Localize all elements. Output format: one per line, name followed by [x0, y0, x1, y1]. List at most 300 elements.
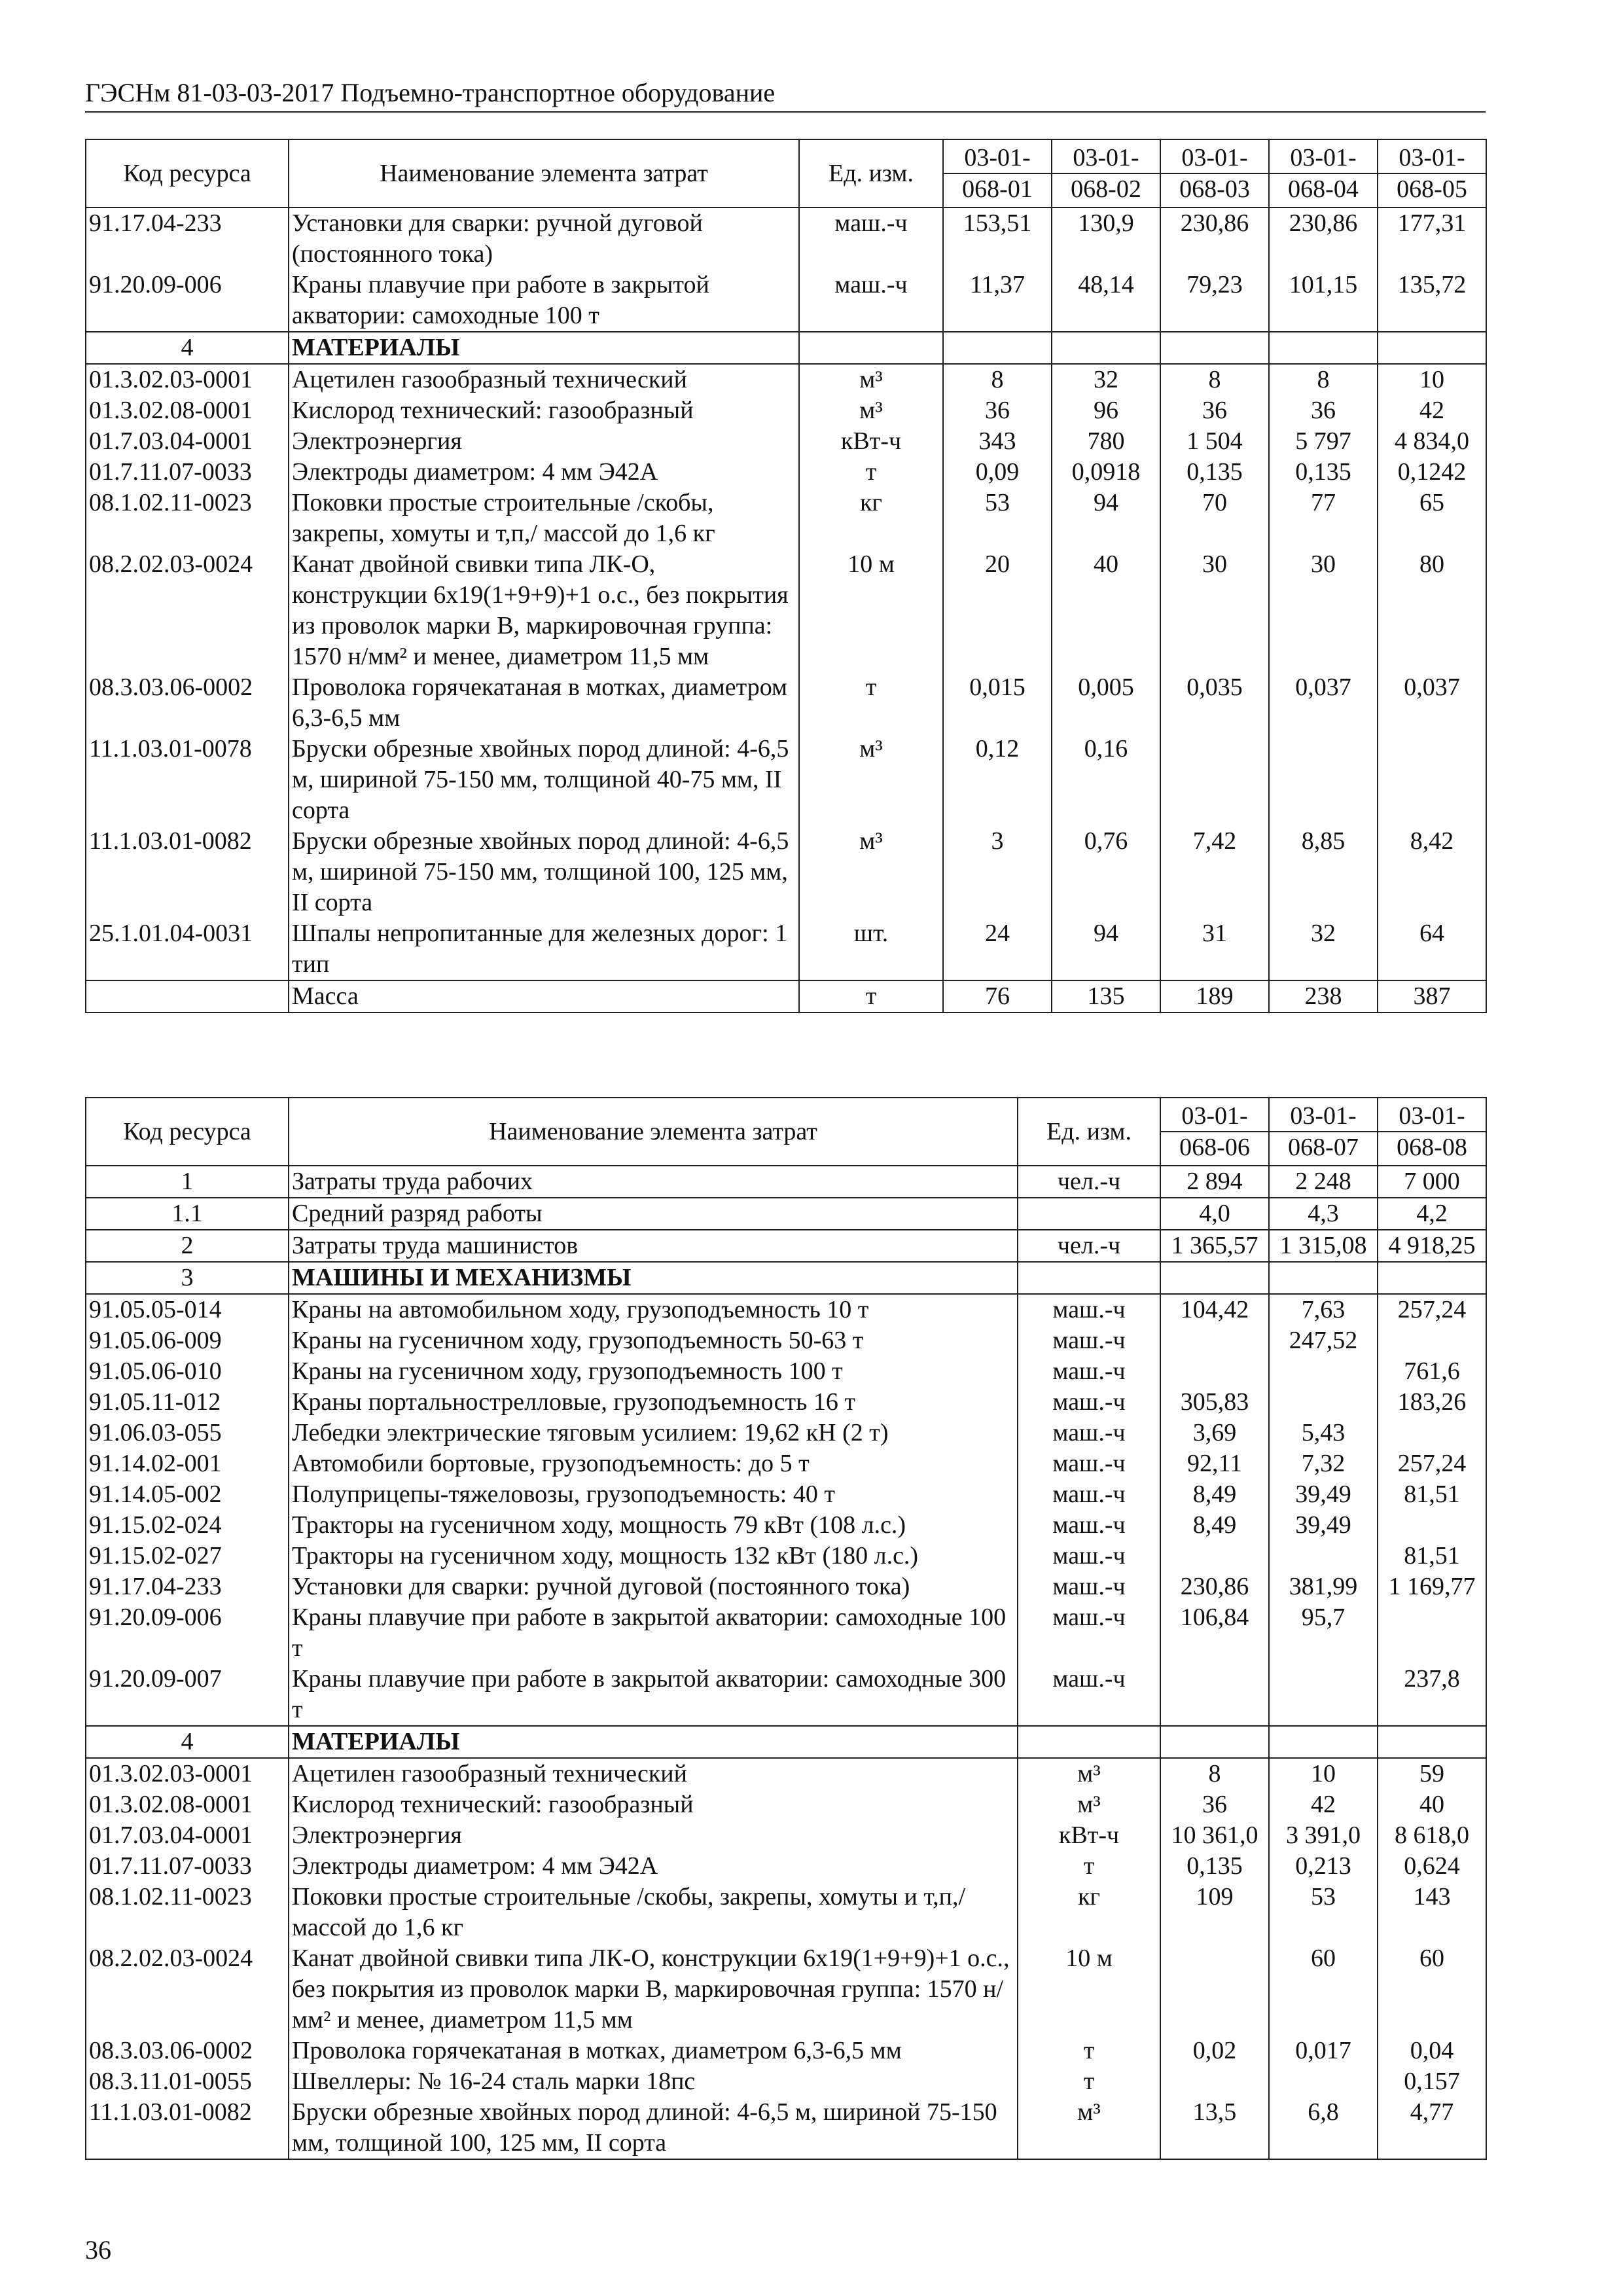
table-row [86, 549, 1486, 672]
cell-unit: кВт-ч [799, 426, 943, 457]
cell-value: 1 169,77 [1378, 1571, 1486, 1602]
table-row [86, 1726, 1486, 1758]
cell-unit: маш.-ч [1018, 1541, 1160, 1571]
cell-value: 5,43 [1269, 1418, 1378, 1448]
cell-value: 101,15 [1269, 270, 1378, 332]
table-row [86, 426, 1486, 457]
cell-value [1269, 332, 1378, 364]
cell-resource-code: 08.1.02.11-0023 [86, 488, 289, 549]
table-row [86, 1479, 1486, 1510]
cell-element-name: МАТЕРИАЛЫ [289, 332, 799, 364]
cell-value [1160, 1541, 1269, 1571]
cell-value: 177,31 [1378, 207, 1486, 270]
cell-value: 70 [1160, 488, 1269, 549]
table-row [86, 1418, 1486, 1448]
table-row [86, 2036, 1486, 2066]
table-header-row [86, 139, 1486, 207]
cell-unit: кВт-ч [1018, 1820, 1160, 1851]
header-unit: Ед. изм. [1018, 1098, 1160, 1166]
cell-value: 36 [943, 395, 1052, 426]
cell-element-name: Ацетилен газообразный технический [289, 1758, 1018, 1789]
cell-unit: маш.-ч [1018, 1571, 1160, 1602]
cell-value: 4,77 [1378, 2097, 1486, 2159]
cell-value: 7,63 [1269, 1294, 1378, 1325]
table-row [86, 734, 1486, 826]
cell-resource-code: 4 [86, 1726, 289, 1758]
cell-element-name: Установки для сварки: ручной дуговой (постоянного тока) [289, 207, 799, 270]
table-row [86, 1294, 1486, 1325]
cell-value: 8 [943, 364, 1052, 395]
table-row [86, 980, 1486, 1013]
cell-value: 8 [1269, 364, 1378, 395]
cell-element-name: Бруски обрезные хвойных пород длиной: 4-6,5 м, шириной 75-150 мм, толщиной 40-75 мм, II сорта [289, 734, 799, 826]
cell-resource-code: 91.15.02-024 [86, 1510, 289, 1541]
cell-unit: маш.-ч [1018, 1418, 1160, 1448]
cell-value: 8,49 [1160, 1510, 1269, 1541]
cell-value: 53 [943, 488, 1052, 549]
table-row [86, 2066, 1486, 2097]
header-col-3: 03-01- 068-03 [1160, 139, 1269, 207]
cell-value: 92,11 [1160, 1448, 1269, 1479]
cell-unit: маш.-ч [1018, 1664, 1160, 1726]
cell-element-name: Бруски обрезные хвойных пород длиной: 4-6,5 м, шириной 75-150 мм, толщиной 100, 125 мм, II сорта [289, 826, 799, 918]
cell-resource-code: 91.05.11-012 [86, 1387, 289, 1418]
cell-unit [1018, 1198, 1160, 1230]
header-code: Код ресурса [86, 139, 289, 207]
cell-resource-code: 08.1.02.11-0023 [86, 1882, 289, 1943]
cell-element-name: Краны плавучие при работе в закрытой акватории: самоходные 300 т [289, 1664, 1018, 1726]
cell-element-name: МАТЕРИАЛЫ [289, 1726, 1018, 1758]
cell-value: 40 [1052, 549, 1160, 672]
running-header: ГЭСНм 81-03-03-2017 Подъемно-транспортное оборудование [85, 77, 1486, 113]
cell-unit: м³ [1018, 1758, 1160, 1789]
cell-value: 3,69 [1160, 1418, 1269, 1448]
table-row [86, 1882, 1486, 1943]
cell-value: 238 [1269, 980, 1378, 1013]
cell-value [1378, 1510, 1486, 1541]
cell-value: 0,037 [1269, 672, 1378, 734]
header-code: Код ресурса [86, 1098, 289, 1166]
header-unit: Ед. изм. [799, 139, 943, 207]
cell-value: 3 391,0 [1269, 1820, 1378, 1851]
cell-unit: 10 м [799, 549, 943, 672]
cell-resource-code: 91.17.04-233 [86, 207, 289, 270]
cell-resource-code: 91.20.09-006 [86, 1602, 289, 1664]
page-number: 36 [85, 2235, 111, 2265]
table-row [86, 672, 1486, 734]
cell-value: 36 [1269, 395, 1378, 426]
table-2-body [86, 1166, 1486, 2159]
cell-unit: маш.-ч [1018, 1479, 1160, 1510]
cell-value: 257,24 [1378, 1294, 1486, 1325]
cell-value: 237,8 [1378, 1664, 1486, 1726]
cell-value [1269, 1664, 1378, 1726]
cell-value: 0,135 [1269, 457, 1378, 488]
cell-value [1160, 734, 1269, 826]
cell-value [1378, 1262, 1486, 1294]
cell-value: 42 [1269, 1789, 1378, 1820]
table-row [86, 1448, 1486, 1479]
cell-value: 81,51 [1378, 1479, 1486, 1510]
table-row [86, 2097, 1486, 2159]
header-col-2: 03-01- 068-02 [1052, 139, 1160, 207]
cell-unit: маш.-ч [1018, 1387, 1160, 1418]
table-row [86, 1943, 1486, 2036]
cell-value: 780 [1052, 426, 1160, 457]
table-row [86, 1789, 1486, 1820]
resource-table-2 [85, 1097, 1487, 2160]
header-name: Наименование элемента затрат [289, 139, 799, 207]
cell-resource-code: 11.1.03.01-0082 [86, 826, 289, 918]
cell-value [1160, 1262, 1269, 1294]
cell-value: 0,015 [943, 672, 1052, 734]
cell-value: 30 [1160, 549, 1269, 672]
cell-unit: маш.-ч [799, 207, 943, 270]
cell-element-name: Затраты труда машинистов [289, 1230, 1018, 1262]
cell-value: 31 [1160, 918, 1269, 980]
cell-value: 7 000 [1378, 1166, 1486, 1198]
table-1-body [86, 207, 1486, 1013]
cell-value: 0,035 [1160, 672, 1269, 734]
cell-value: 230,86 [1269, 207, 1378, 270]
cell-resource-code: 08.2.02.03-0024 [86, 1943, 289, 2036]
cell-value [1160, 1356, 1269, 1387]
cell-unit: т [799, 672, 943, 734]
cell-value [1269, 1356, 1378, 1387]
cell-value: 0,02 [1160, 2036, 1269, 2066]
cell-value: 2 248 [1269, 1166, 1378, 1198]
table-row [86, 1198, 1486, 1230]
cell-value: 305,83 [1160, 1387, 1269, 1418]
cell-value: 80 [1378, 549, 1486, 672]
cell-value: 4,0 [1160, 1198, 1269, 1230]
cell-value [1160, 1726, 1269, 1758]
cell-value: 76 [943, 980, 1052, 1013]
cell-unit: чел.-ч [1018, 1230, 1160, 1262]
cell-value: 0,12 [943, 734, 1052, 826]
table-row [86, 364, 1486, 395]
cell-value: 130,9 [1052, 207, 1160, 270]
cell-element-name: Кислород технический: газообразный [289, 395, 799, 426]
cell-value: 94 [1052, 488, 1160, 549]
cell-value [1269, 1541, 1378, 1571]
table-row [86, 1664, 1486, 1726]
cell-value: 42 [1378, 395, 1486, 426]
cell-value [1160, 1943, 1269, 2036]
cell-resource-code: 01.7.03.04-0001 [86, 426, 289, 457]
cell-value: 95,7 [1269, 1602, 1378, 1664]
cell-value [1269, 1726, 1378, 1758]
cell-value [1160, 2066, 1269, 2097]
header-col-1: 03-01- 068-01 [943, 139, 1052, 207]
cell-element-name: Кислород технический: газообразный [289, 1789, 1018, 1820]
cell-unit: м³ [1018, 1789, 1160, 1820]
cell-resource-code: 91.20.09-006 [86, 270, 289, 332]
cell-resource-code: 01.3.02.08-0001 [86, 1789, 289, 1820]
cell-value [1378, 1602, 1486, 1664]
cell-resource-code: 91.05.06-010 [86, 1356, 289, 1387]
cell-element-name: Электроэнергия [289, 1820, 1018, 1851]
cell-value: 79,23 [1160, 270, 1269, 332]
cell-resource-code: 01.7.03.04-0001 [86, 1820, 289, 1851]
cell-unit: маш.-ч [1018, 1510, 1160, 1541]
cell-unit: м³ [1018, 2097, 1160, 2159]
cell-element-name: Краны портальнострелловые, грузоподъемность 16 т [289, 1387, 1018, 1418]
table-row [86, 918, 1486, 980]
table-row [86, 1510, 1486, 1541]
cell-value: 7,32 [1269, 1448, 1378, 1479]
table-row [86, 1541, 1486, 1571]
cell-resource-code: 91.14.05-002 [86, 1479, 289, 1510]
cell-unit: т [1018, 1851, 1160, 1882]
cell-element-name: Краны на гусеничном ходу, грузоподъемность 100 т [289, 1356, 1018, 1387]
cell-value: 8,42 [1378, 826, 1486, 918]
cell-resource-code: 4 [86, 332, 289, 364]
header-name: Наименование элемента затрат [289, 1098, 1018, 1166]
cell-resource-code: 25.1.01.04-0031 [86, 918, 289, 980]
cell-element-name: Электроды диаметром: 4 мм Э42А [289, 457, 799, 488]
cell-value: 32 [1052, 364, 1160, 395]
table-row [86, 207, 1486, 270]
resource-table-1 [85, 139, 1487, 1013]
cell-unit [799, 332, 943, 364]
table-row [86, 1325, 1486, 1356]
cell-unit: маш.-ч [1018, 1448, 1160, 1479]
header-col-4: 03-01- 068-04 [1269, 139, 1378, 207]
cell-unit: кг [799, 488, 943, 549]
cell-value: 230,86 [1160, 207, 1269, 270]
cell-resource-code: 01.7.11.07-0033 [86, 1851, 289, 1882]
cell-value: 53 [1269, 1882, 1378, 1943]
cell-resource-code: 11.1.03.01-0082 [86, 2097, 289, 2159]
cell-value: 24 [943, 918, 1052, 980]
cell-value: 135 [1052, 980, 1160, 1013]
cell-value: 0,0918 [1052, 457, 1160, 488]
cell-resource-code: 01.7.11.07-0033 [86, 457, 289, 488]
table-row [86, 1356, 1486, 1387]
cell-element-name: Электроды диаметром: 4 мм Э42А [289, 1851, 1018, 1882]
cell-resource-code: 91.14.02-001 [86, 1448, 289, 1479]
cell-unit: маш.-ч [1018, 1356, 1160, 1387]
cell-value [1378, 734, 1486, 826]
cell-value: 4,2 [1378, 1198, 1486, 1230]
cell-resource-code: 91.20.09-007 [86, 1664, 289, 1726]
cell-value: 2 894 [1160, 1166, 1269, 1198]
table-header-row [86, 1098, 1486, 1166]
table-row [86, 488, 1486, 549]
cell-unit: 10 м [1018, 1943, 1160, 2036]
cell-value: 4 834,0 [1378, 426, 1486, 457]
cell-value: 135,72 [1378, 270, 1486, 332]
cell-element-name: Средний разряд работы [289, 1198, 1018, 1230]
cell-value: 0,135 [1160, 1851, 1269, 1882]
cell-value: 0,135 [1160, 457, 1269, 488]
cell-value: 8,49 [1160, 1479, 1269, 1510]
cell-value: 81,51 [1378, 1541, 1486, 1571]
cell-element-name: Тракторы на гусеничном ходу, мощность 79 кВт (108 л.с.) [289, 1510, 1018, 1541]
cell-value: 109 [1160, 1882, 1269, 1943]
table-row [86, 1820, 1486, 1851]
table-row [86, 1758, 1486, 1789]
cell-element-name: Ацетилен газообразный технический [289, 364, 799, 395]
cell-value: 94 [1052, 918, 1160, 980]
cell-unit: т [799, 980, 943, 1013]
table-row [86, 1166, 1486, 1198]
cell-element-name: Поковки простые строительные /скобы, закрепы, хомуты и т,п,/ массой до 1,6 кг [289, 488, 799, 549]
cell-value: 0,037 [1378, 672, 1486, 734]
cell-value [1269, 734, 1378, 826]
cell-resource-code: 08.3.11.01-0055 [86, 2066, 289, 2097]
cell-value: 0,76 [1052, 826, 1160, 918]
table-row [86, 1571, 1486, 1602]
cell-value: 343 [943, 426, 1052, 457]
cell-value: 36 [1160, 1789, 1269, 1820]
cell-unit: маш.-ч [1018, 1602, 1160, 1664]
cell-element-name: Канат двойной свивки типа ЛК-О, конструкции 6х19(1+9+9)+1 о.с., без покрытия из проволок марки В, маркировочная группа: 1570 н/мм² и менее, диаметром 11,5 мм [289, 1943, 1018, 2036]
cell-resource-code: 91.05.06-009 [86, 1325, 289, 1356]
cell-value: 0,1242 [1378, 457, 1486, 488]
table-row [86, 1262, 1486, 1294]
cell-value: 4 918,25 [1378, 1230, 1486, 1262]
cell-value: 247,52 [1269, 1325, 1378, 1356]
cell-element-name: Тракторы на гусеничном ходу, мощность 132 кВт (180 л.с.) [289, 1541, 1018, 1571]
cell-value: 8 [1160, 1758, 1269, 1789]
cell-value [1052, 332, 1160, 364]
cell-value: 30 [1269, 549, 1378, 672]
cell-value: 39,49 [1269, 1510, 1378, 1541]
cell-value: 11,37 [943, 270, 1052, 332]
cell-value: 48,14 [1052, 270, 1160, 332]
cell-element-name: Краны на автомобильном ходу, грузоподъемность 10 т [289, 1294, 1018, 1325]
cell-value: 64 [1378, 918, 1486, 980]
cell-unit: м³ [799, 395, 943, 426]
cell-resource-code: 01.3.02.03-0001 [86, 1758, 289, 1789]
cell-resource-code: 91.17.04-233 [86, 1571, 289, 1602]
table-row [86, 1230, 1486, 1262]
cell-value: 381,99 [1269, 1571, 1378, 1602]
header-col-1: 03-01- 068-06 [1160, 1098, 1269, 1166]
cell-resource-code: 08.3.03.06-0002 [86, 2036, 289, 2066]
cell-unit: м³ [799, 826, 943, 918]
cell-value: 143 [1378, 1882, 1486, 1943]
cell-value: 0,04 [1378, 2036, 1486, 2066]
cell-value: 77 [1269, 488, 1378, 549]
cell-value [1378, 1418, 1486, 1448]
cell-unit: т [1018, 2066, 1160, 2097]
cell-value [1160, 1664, 1269, 1726]
cell-value: 387 [1378, 980, 1486, 1013]
cell-value [1269, 2066, 1378, 2097]
cell-unit: маш.-ч [1018, 1325, 1160, 1356]
cell-unit: т [1018, 2036, 1160, 2066]
cell-unit: м³ [799, 364, 943, 395]
cell-unit: чел.-ч [1018, 1166, 1160, 1198]
cell-resource-code: 01.3.02.08-0001 [86, 395, 289, 426]
cell-value: 5 797 [1269, 426, 1378, 457]
cell-value: 36 [1160, 395, 1269, 426]
cell-element-name: Масса [289, 980, 799, 1013]
cell-element-name: Электроэнергия [289, 426, 799, 457]
cell-resource-code: 1.1 [86, 1198, 289, 1230]
cell-value: 7,42 [1160, 826, 1269, 918]
cell-value: 60 [1378, 1943, 1486, 2036]
header-col-2: 03-01- 068-07 [1269, 1098, 1378, 1166]
cell-value: 10 [1378, 364, 1486, 395]
header-col-3: 03-01- 068-08 [1378, 1098, 1486, 1166]
cell-resource-code: 91.15.02-027 [86, 1541, 289, 1571]
table-row [86, 1851, 1486, 1882]
cell-element-name: Швеллеры: № 16-24 сталь марки 18пс [289, 2066, 1018, 2097]
cell-value: 761,6 [1378, 1356, 1486, 1387]
cell-value: 1 315,08 [1269, 1230, 1378, 1262]
cell-value: 8 [1160, 364, 1269, 395]
cell-value: 153,51 [943, 207, 1052, 270]
cell-resource-code [86, 980, 289, 1013]
cell-value: 96 [1052, 395, 1160, 426]
cell-value: 183,26 [1378, 1387, 1486, 1418]
cell-element-name: Канат двойной свивки типа ЛК-О, конструкции 6х19(1+9+9)+1 о.с., без покрытия из проволок марки В, маркировочная группа: 1570 н/мм² и менее, диаметром 11,5 мм [289, 549, 799, 672]
cell-value: 0,16 [1052, 734, 1160, 826]
cell-value: 4,3 [1269, 1198, 1378, 1230]
cell-value: 39,49 [1269, 1479, 1378, 1510]
cell-element-name: Проволока горячекатаная в мотках, диаметром 6,3-6,5 мм [289, 672, 799, 734]
cell-value: 10 361,0 [1160, 1820, 1269, 1851]
cell-value [1269, 1387, 1378, 1418]
table-row [86, 332, 1486, 364]
cell-value: 8,85 [1269, 826, 1378, 918]
cell-value [1160, 332, 1269, 364]
cell-value [1378, 1726, 1486, 1758]
cell-value: 0,624 [1378, 1851, 1486, 1882]
cell-resource-code: 91.06.03-055 [86, 1418, 289, 1448]
cell-unit [1018, 1262, 1160, 1294]
cell-value: 257,24 [1378, 1448, 1486, 1479]
cell-element-name: Установки для сварки: ручной дуговой (постоянного тока) [289, 1571, 1018, 1602]
cell-element-name: Затраты труда рабочих [289, 1166, 1018, 1198]
cell-element-name: Краны на гусеничном ходу, грузоподъемность 50-63 т [289, 1325, 1018, 1356]
cell-value: 40 [1378, 1789, 1486, 1820]
cell-resource-code: 08.3.03.06-0002 [86, 672, 289, 734]
cell-unit [1018, 1726, 1160, 1758]
header-col-5: 03-01- 068-05 [1378, 139, 1486, 207]
cell-element-name: Автомобили бортовые, грузоподъемность: до 5 т [289, 1448, 1018, 1479]
cell-resource-code: 01.3.02.03-0001 [86, 364, 289, 395]
cell-element-name: Краны плавучие при работе в закрытой акватории: самоходные 100 т [289, 1602, 1018, 1664]
cell-value: 1 504 [1160, 426, 1269, 457]
cell-value: 20 [943, 549, 1052, 672]
table-row [86, 270, 1486, 332]
cell-value: 3 [943, 826, 1052, 918]
cell-value: 10 [1269, 1758, 1378, 1789]
cell-value: 0,005 [1052, 672, 1160, 734]
cell-value: 104,42 [1160, 1294, 1269, 1325]
cell-value: 8 618,0 [1378, 1820, 1486, 1851]
cell-element-name: Краны плавучие при работе в закрытой акватории: самоходные 100 т [289, 270, 799, 332]
cell-value: 106,84 [1160, 1602, 1269, 1664]
cell-resource-code: 2 [86, 1230, 289, 1262]
cell-element-name: МАШИНЫ И МЕХАНИЗМЫ [289, 1262, 1018, 1294]
cell-value [1378, 332, 1486, 364]
cell-value: 0,09 [943, 457, 1052, 488]
table-row [86, 395, 1486, 426]
cell-element-name: Проволока горячекатаная в мотках, диаметром 6,3-6,5 мм [289, 2036, 1018, 2066]
cell-value: 189 [1160, 980, 1269, 1013]
cell-unit: т [799, 457, 943, 488]
cell-value: 0,213 [1269, 1851, 1378, 1882]
cell-value: 230,86 [1160, 1571, 1269, 1602]
cell-value: 1 365,57 [1160, 1230, 1269, 1262]
cell-unit: маш.-ч [799, 270, 943, 332]
